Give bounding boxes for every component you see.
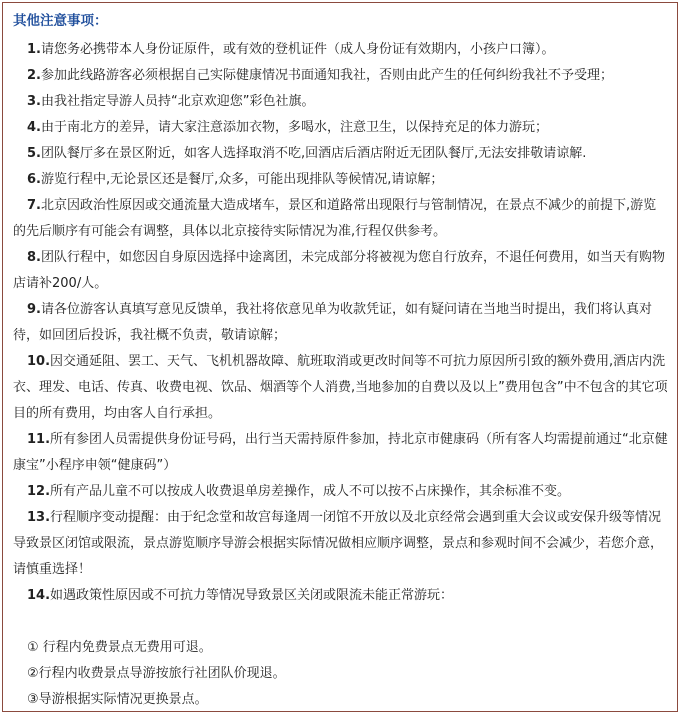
item-text: 请各位游客认真填写意见反馈单，我社将依意见单为收款凭证，如有疑问请在当地当时提出，我们将认真对待，如回团后投诉，我社概不负责，敬请谅解； <box>13 302 652 343</box>
item-text: 团队餐厅多在景区附近，如客人选择取消不吃,回酒店后酒店附近无团队餐厅,无法安排敬请谅解. <box>40 146 587 161</box>
item-number: 9. <box>27 302 41 317</box>
item-text: 请您务必携带本人身份证原件，或有效的登机证件（成人身份证有效期内，小孩户口簿）。 <box>40 42 555 57</box>
sub-list-item: ②行程内收费景点导游按旅行社团队价现退。 <box>27 666 286 681</box>
item-text: 所有参团人员需提供身份证号码，出行当天需持原件参加，持北京市健康码（所有客人均需提前通过“北京健康宝”小程序申领“健康码”） <box>13 432 668 473</box>
item-number: 5. <box>27 146 41 161</box>
item-number: 8. <box>27 250 41 265</box>
list-item <box>13 583 682 609</box>
item-number: 2. <box>27 68 41 83</box>
list-item <box>13 193 669 245</box>
notice-panel <box>2 2 678 712</box>
item-number: 1. <box>27 42 41 57</box>
sub-list-item: ③导游根据实际情况更换景点。 <box>27 692 208 707</box>
item-number: 11. <box>27 432 51 447</box>
list-item <box>13 349 669 427</box>
item-number: 3. <box>27 94 41 109</box>
item-text: 由我社指定导游人员持“北京欢迎您”彩色社旗。 <box>40 94 315 109</box>
list-item <box>13 479 682 505</box>
item-text: 北京因政治性原因或交通流量大造成堵车，景区和道路常出现限行与管制情况，在景点不减少的前提下,游览的先后顺序有可能会有调整，具体以北京接待实际情况为准,行程仅供参考。 <box>13 198 657 239</box>
item-text: 参加此线路游客必须根据自己实际健康情况书面通知我社，否则由此产生的任何纠纷我社不予受理； <box>40 68 613 83</box>
item-text: 游览行程中,无论景区还是餐厅,众多，可能出现排队等候情况,请谅解； <box>40 172 444 187</box>
item-number: 14. <box>27 588 51 603</box>
item-number: 13. <box>27 510 51 525</box>
list-item <box>13 245 669 297</box>
item-text: 因交通延阻、罢工、天气、飞机机器故障、航班取消或更改时间等不可抗力原因所引致的额外费用,酒店内洗衣、理发、电话、传真、收费电视、饮品、烟酒等个人消费,当地参加的自费以及以上”费用包含”中不包含的其它项目的所有费用，均由客人自行承担。 <box>13 354 668 421</box>
item-text: 行程顺序变动提醒：由于纪念堂和故宫每逢周一闭馆不开放以及北京经常会遇到重大会议或安保升级等情况导致景区闭馆或限流，景点游览顺序导游会根据实际情况做相应顺序调整，景点和参观时间不会减少，若您介意，请慎重选择！ <box>13 510 664 577</box>
section-title: 其他注意事项： <box>13 13 108 29</box>
item-number: 12. <box>27 484 51 499</box>
item-text: 团队行程中，如您因自身原因选择中途离团，未完成部分将被视为您自行放弃，不退任何费用，如当天有购物店请补200/人。 <box>13 250 665 291</box>
item-text: 所有产品儿童不可以按成人收费退单房差操作，成人不可以按不占床操作，其余标准不变。 <box>50 484 571 499</box>
list-item <box>13 505 669 583</box>
list-item <box>13 63 682 89</box>
item-text: 如遇政策性原因或不可抗力等情况导致景区关闭或限流未能正常游玩： <box>50 588 454 603</box>
item-number: 7. <box>27 198 41 213</box>
list-item <box>13 427 669 479</box>
list-item <box>13 89 682 115</box>
item-number: 10. <box>27 354 51 369</box>
sub-list-item: ① 行程内免费景点无费用可退。 <box>27 640 212 655</box>
list-item <box>13 167 682 193</box>
item-text: 由于南北方的差异，请大家注意添加衣物，多喝水，注意卫生，以保持充足的体力游玩； <box>40 120 548 135</box>
item-number: 4. <box>27 120 41 135</box>
list-item <box>13 297 669 349</box>
list-item <box>13 37 682 63</box>
list-item <box>13 115 682 141</box>
list-item <box>13 141 682 167</box>
item-number: 6. <box>27 172 41 187</box>
